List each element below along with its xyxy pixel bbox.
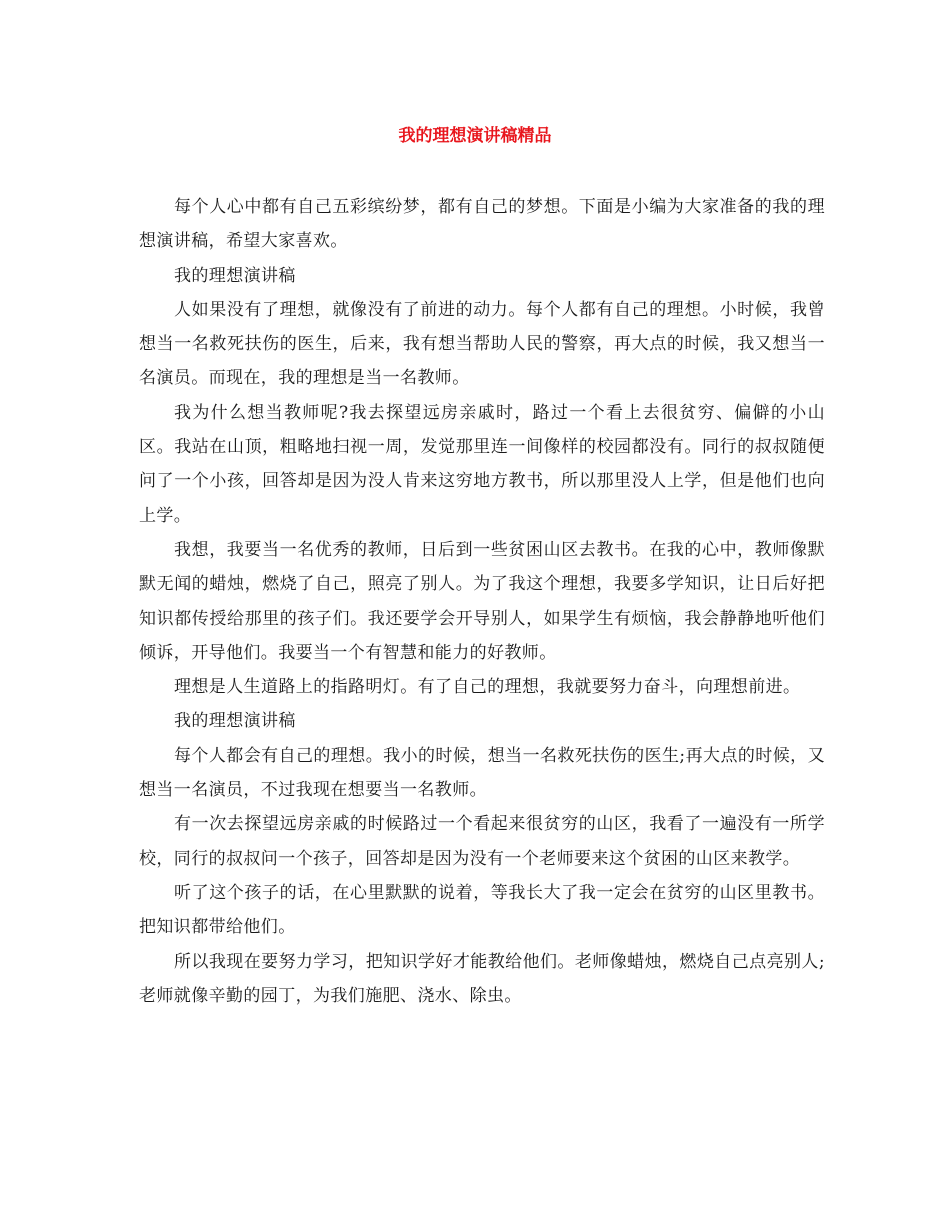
page-title: 我的理想演讲稿精品 [398,126,552,146]
section-heading: 我的理想演讲稿 [174,711,296,732]
body-paragraph: 所以我现在要努力学习，把知识学好才能教给他们。老师像蜡烛，燃烧自己点亮别人;老师就像辛勤的园丁，为我们施肥、浇水、除虫。 [139,951,825,1006]
body-paragraph: 每个人都会有自己的理想。我小的时候，想当一名救死扶伤的医生;再大点的时候，又想当一名演员，不过我现在想要当一名教师。 [139,745,825,801]
body-paragraph: 有一次去探望远房亲戚的时候路过一个看起来很贫穷的山区，我看了一遍没有一所学校，同行的叔叔问一个孩子，回答却是因为没有一个老师要来这个贫困的山区来教学。 [139,814,825,869]
body-paragraph: 人如果没有了理想，就像没有了前进的动力。每个人都有自己的理想。小时候，我曾想当一名救死扶伤的医生，后来，我有想当帮助人民的警察，再大点的时候，我又想当一名演员。而现在，我的理想是当一名教师。 [139,299,825,389]
body-paragraph: 我为什么想当教师呢?我去探望远房亲戚时，路过一个看上去很贫穷、偏僻的小山区。我站在山顶，粗略地扫视一周，发觉那里连一间像样的校园都没有。同行的叔叔随便问了一个小孩，回答却是因为没人肯来这穷地方教书，所以那里没人上学，但是他们也向上学。 [139,402,825,526]
section-heading: 我的理想演讲稿 [174,265,296,286]
body-paragraph: 理想是人生道路上的指路明灯。有了自己的理想，我就要努力奋斗，向理想前进。 [174,677,801,698]
body-paragraph: 我想，我要当一名优秀的教师，日后到一些贫困山区去教书。在我的心中，教师像默默无闻的蜡烛，燃烧了自己，照亮了别人。为了我这个理想，我要多学知识，让日后好把知识都传授给那里的孩子们。我还要学会开导别人，如果学生有烦恼，我会静静地听他们倾诉，开导他们。我要当一个有智慧和能力的好教师。 [139,539,825,663]
body-paragraph: 听了这个孩子的话，在心里默默的说着，等我长大了我一定会在贫穷的山区里教书。把知识都带给他们。 [139,882,825,938]
intro-paragraph: 每个人心中都有自己五彩缤纷梦，都有自己的梦想。下面是小编为大家准备的我的理想演讲稿，希望大家喜欢。 [139,197,825,252]
document-body [139,190,825,1013]
